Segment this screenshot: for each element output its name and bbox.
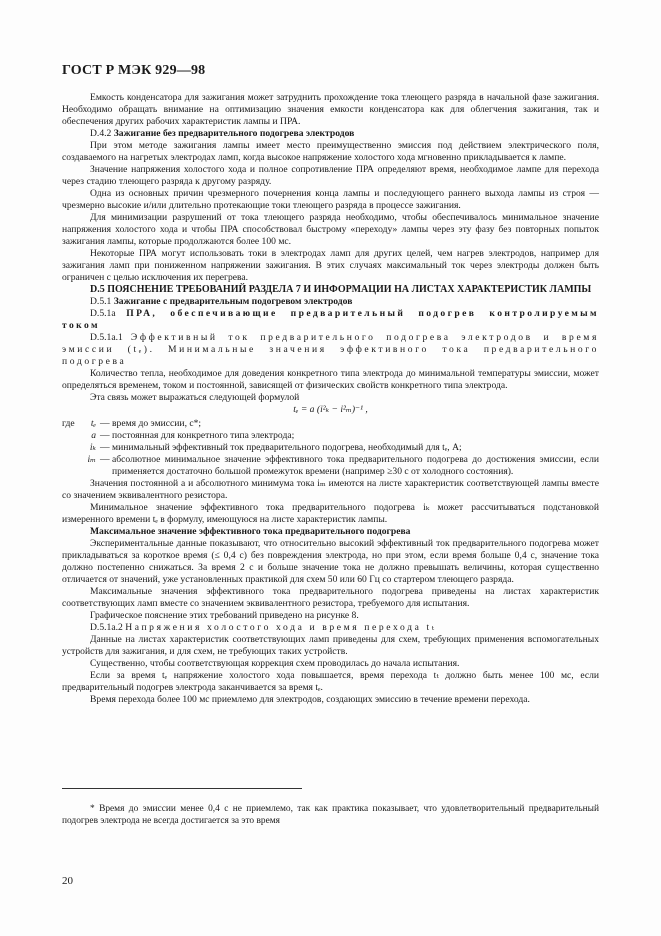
section-number: D.5.1a.1 — [90, 332, 123, 343]
legend-text: минимальный эффективный ток предварительного подогрева, необходимый для tₑ, А; — [112, 442, 462, 453]
paragraph: Экспериментальные данные показывают, что относительно высокий эффективный ток предварительного подогрева может прикладываться за короткое время (≤ 0,4 с) без повреждения электрода, но при этом, если время больше 0,4 с, значение тока должно постепенно снижаться. За время 2 с и больше значение тока не должно превышать величины, которая существенно отличается от значений, уже установленных практикой для схем 50 или 60 Гц со стартером тлеющего разряда. — [62, 538, 599, 585]
formula-legend — [62, 418, 599, 478]
legend-dash: — — [100, 454, 110, 465]
legend-dash: — — [100, 430, 110, 441]
legend-dash: — — [100, 418, 110, 429]
paragraph: Время перехода более 100 мс приемлемо для электродов, создающих эмиссию в течение времени перехода. — [90, 694, 530, 705]
section-title: Зажигание без предварительного подогрева электродов — [113, 128, 355, 139]
legend-text: время до эмиссии, с*; — [112, 418, 202, 429]
legend-symbol: a — [91, 430, 96, 441]
paragraph: Минимальное значение эффективного тока предварительного подогрева iₖ может рассчитываться подстановкой измеренного времени tₑ в формулу, имеющуюся на листе характеристик лампы. — [62, 502, 599, 525]
where-label: где — [62, 418, 75, 429]
subsection-heading — [62, 332, 599, 368]
document-header: ГОСТ Р МЭК 929—98 — [62, 63, 206, 78]
footnote-divider — [62, 788, 302, 789]
paragraph: Существенно, чтобы соответствующая коррекция схем проводилась до начала испытания. — [90, 658, 460, 669]
paragraph: Значение напряжения холостого хода и полное сопротивление ПРА определяют время, необходимое лампе для перехода через стадию тлеющего разряда к другому разряду. — [62, 164, 599, 187]
paragraph: Для минимизации разрушений от тока тлеющего разряда необходимо, чтобы обеспечивалось минимальное значение напряжения холостого хода и чтобы ПРА способствовал быстрому «переходу» лампы через эту фазу без повторных попыток зажигания лампы, которые продолжаются более 100 мс. — [62, 212, 599, 247]
section-number: D.4.2 — [90, 128, 112, 139]
subsection-heading — [62, 128, 599, 140]
section-title: ПРА, обеспечивающие предварительный подогрев контролируемым током — [62, 308, 599, 331]
footnote: * Время до эмиссии менее 0,4 с не приемлемо, так как практика показывает, что удовлетворительный предварительный подогрев электрода не всегда достигается за это время — [62, 804, 599, 827]
paragraph: Данные на листах характеристик соответствующих ламп приведены для схем, требующих применения вспомогательных устройств для зажигания, и для схем, не требующих таких устройств. — [62, 634, 599, 657]
document-body — [62, 92, 599, 706]
paragraph: Значения постоянной a и абсолютного минимума тока iₘ имеются на листе характеристик соответствующей лампы вместе со значением эквивалентного резистора. — [62, 478, 599, 501]
paragraph: Если за время tₑ напряжение холостого хода повышается, время перехода tₜ должно быть менее 100 мс, если предварительный подогрев электрода заканчивается за время tₑ. — [62, 670, 599, 693]
section-heading-d5: D.5 ПОЯСНЕНИЕ ТРЕБОВАНИЙ РАЗДЕЛА 7 И ИНФОРМАЦИИ НА ЛИСТАХ ХАРАКТЕРИСТИК ЛАМПЫ — [90, 284, 592, 295]
legend-text: абсолютное минимальное значение эффективного тока предварительного подогрева до достижения эмиссии, если применяется достаточно большой промежуток времени (например ≥30 с от холодного состояния). — [112, 454, 599, 477]
section-number: D.5.1a — [90, 308, 116, 319]
paragraph: Графическое пояснение этих требований приведено на рисунке 8. — [90, 610, 359, 621]
legend-symbol: tₑ — [90, 418, 96, 429]
legend-dash: — — [100, 442, 110, 453]
section-title: Напряжения холостого хода и время перехода tₜ — [125, 622, 437, 633]
legend-text: постоянная для конкретного типа электрода; — [112, 430, 295, 441]
section-title: Зажигание с предварительным подогревом электродов — [113, 296, 353, 307]
paragraph: Емкость конденсатора для зажигания может затруднить прохождение тока тлеющего разряда в начальной фазе зажигания. Необходимо обращать внимание на оптимизацию значения емкости конденсатора как для облегчения зажигания, так и обеспечения других рабочих характеристик лампы и ПРА. — [62, 92, 599, 127]
subsection-heading — [62, 296, 599, 308]
paragraph: Количество тепла, необходимое для доведения конкретного типа электрода до минимальной температуры эмиссии, может определяться временем, током и постоянной, зависящей от физических свойств конкретного типа электрода. — [62, 368, 599, 391]
subsection-heading — [62, 622, 599, 634]
subsection-heading — [62, 308, 599, 332]
paragraph: Максимальные значения эффективного тока предварительного подогрева приведены на листах характеристик соответствующих ламп вместе со значением эквивалентного резистора, требуемого для испытания. — [62, 586, 599, 609]
legend-symbol: iₘ — [87, 454, 96, 465]
section-number: D.5.1 — [90, 296, 112, 307]
paragraph: Эта связь может выражаться следующей формулой — [90, 392, 300, 403]
paragraph: Некоторые ПРА могут использовать токи в электродах ламп для других целей, чем нагрев электродов, например для зажигания ламп при пониженном напряжении зажигания. В этих случаях максимальный ток через электроды должен быть ограничен с целью исключения их перегрева. — [62, 248, 599, 283]
section-number: D.5.1a.2 — [90, 622, 123, 633]
bold-heading: Максимальное значение эффективного тока предварительного подогрева — [90, 526, 411, 537]
page-number: 20 — [62, 875, 73, 887]
paragraph: Одна из основных причин чрезмерного почернения конца лампы и последующего раннего выхода лампы из строя — чрезмерно высокие и/или длительно протекающие токи тлеющего разряда в процессе зажигания. — [62, 188, 599, 211]
paragraph: При этом методе зажигания лампы имеет место преимущественно эмиссия под действием электрического поля, создаваемого на нагретых электродах ламп, когда высокое напряжение холостого хода мгновенно прикладывается к лампе. — [62, 140, 599, 163]
legend-symbol: iₖ — [89, 442, 96, 453]
formula: tₑ = a (i²ₖ − i²ₘ)⁻¹ , — [293, 404, 368, 415]
section-title: Эффективный ток предварительного подогрева электродов и время эмиссии (tₑ). Минимальные значения эффективного тока предварительного подогрева — [62, 332, 599, 367]
